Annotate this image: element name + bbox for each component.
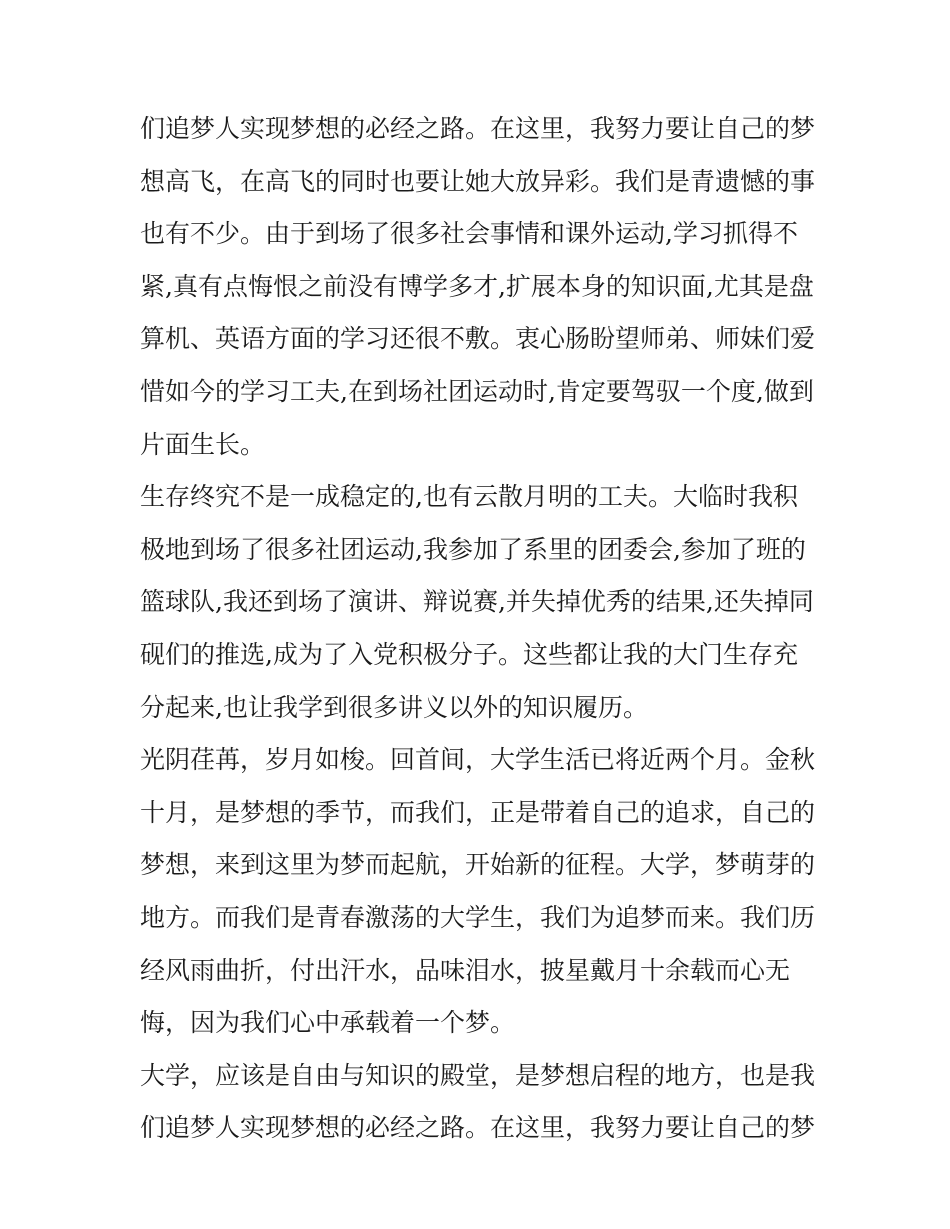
body-text xyxy=(140,103,820,1155)
text-line: 片面生长。 xyxy=(140,429,266,459)
text-line: 想高飞，在高飞的同时也要让她大放异彩。我们是青遗憾的事 xyxy=(140,166,816,196)
text-line: 悔，因为我们心中承载着一个梦。 xyxy=(140,1008,516,1038)
text-line: 经风雨曲折，付出汗水，品味泪水，披星戴月十余载而心无 xyxy=(140,955,791,985)
text-line: 生存终究不是一成稳定的,也有云散月明的工夫。大临时我积 xyxy=(140,482,798,512)
text-line: 也有不少。由于到场了很多社会事情和课外运动,学习抓得不 xyxy=(140,219,798,249)
text-line: 地方。而我们是青春激荡的大学生，我们为追梦而来。我们历 xyxy=(140,902,816,932)
text-line: 大学，应该是自由与知识的殿堂，是梦想启程的地方，也是我 xyxy=(140,1060,816,1090)
text-line: 光阴荏苒，岁月如梭。回首间，大学生活已将近两个月。金秋 xyxy=(140,745,816,775)
text-line: 紧,真有点悔恨之前没有博学多才,扩展本身的知识面,尤其是盘 xyxy=(140,271,814,301)
text-line: 分起来,也让我学到很多讲义以外的知识履历。 xyxy=(140,692,648,722)
text-line: 篮球队,我还到场了演讲、辩说赛,并失掉优秀的结果,还失掉同 xyxy=(140,587,814,617)
text-line: 们追梦人实现梦想的必经之路。在这里，我努力要让自己的梦 xyxy=(140,1113,816,1143)
text-line: 十月，是梦想的季节，而我们，正是带着自己的追求，自己的 xyxy=(140,797,816,827)
text-line: 惜如今的学习工夫,在到场社团运动时,肯定要驾驭一个度,做到 xyxy=(140,376,814,406)
text-line: 极地到场了很多社团运动,我参加了系里的团委会,参加了班的 xyxy=(140,534,806,564)
text-line: 算机、英语方面的学习还很不敷。衷心肠盼望师弟、师妹们爱 xyxy=(140,324,816,354)
text-line: 们追梦人实现梦想的必经之路。在这里，我努力要让自己的梦 xyxy=(140,114,816,143)
text-line: 砚们的推选,成为了入党积极分子。这些都让我的大门生存充 xyxy=(140,639,798,669)
text-line: 梦想，来到这里为梦而起航，开始新的征程。大学，梦萌芽的 xyxy=(140,850,816,880)
